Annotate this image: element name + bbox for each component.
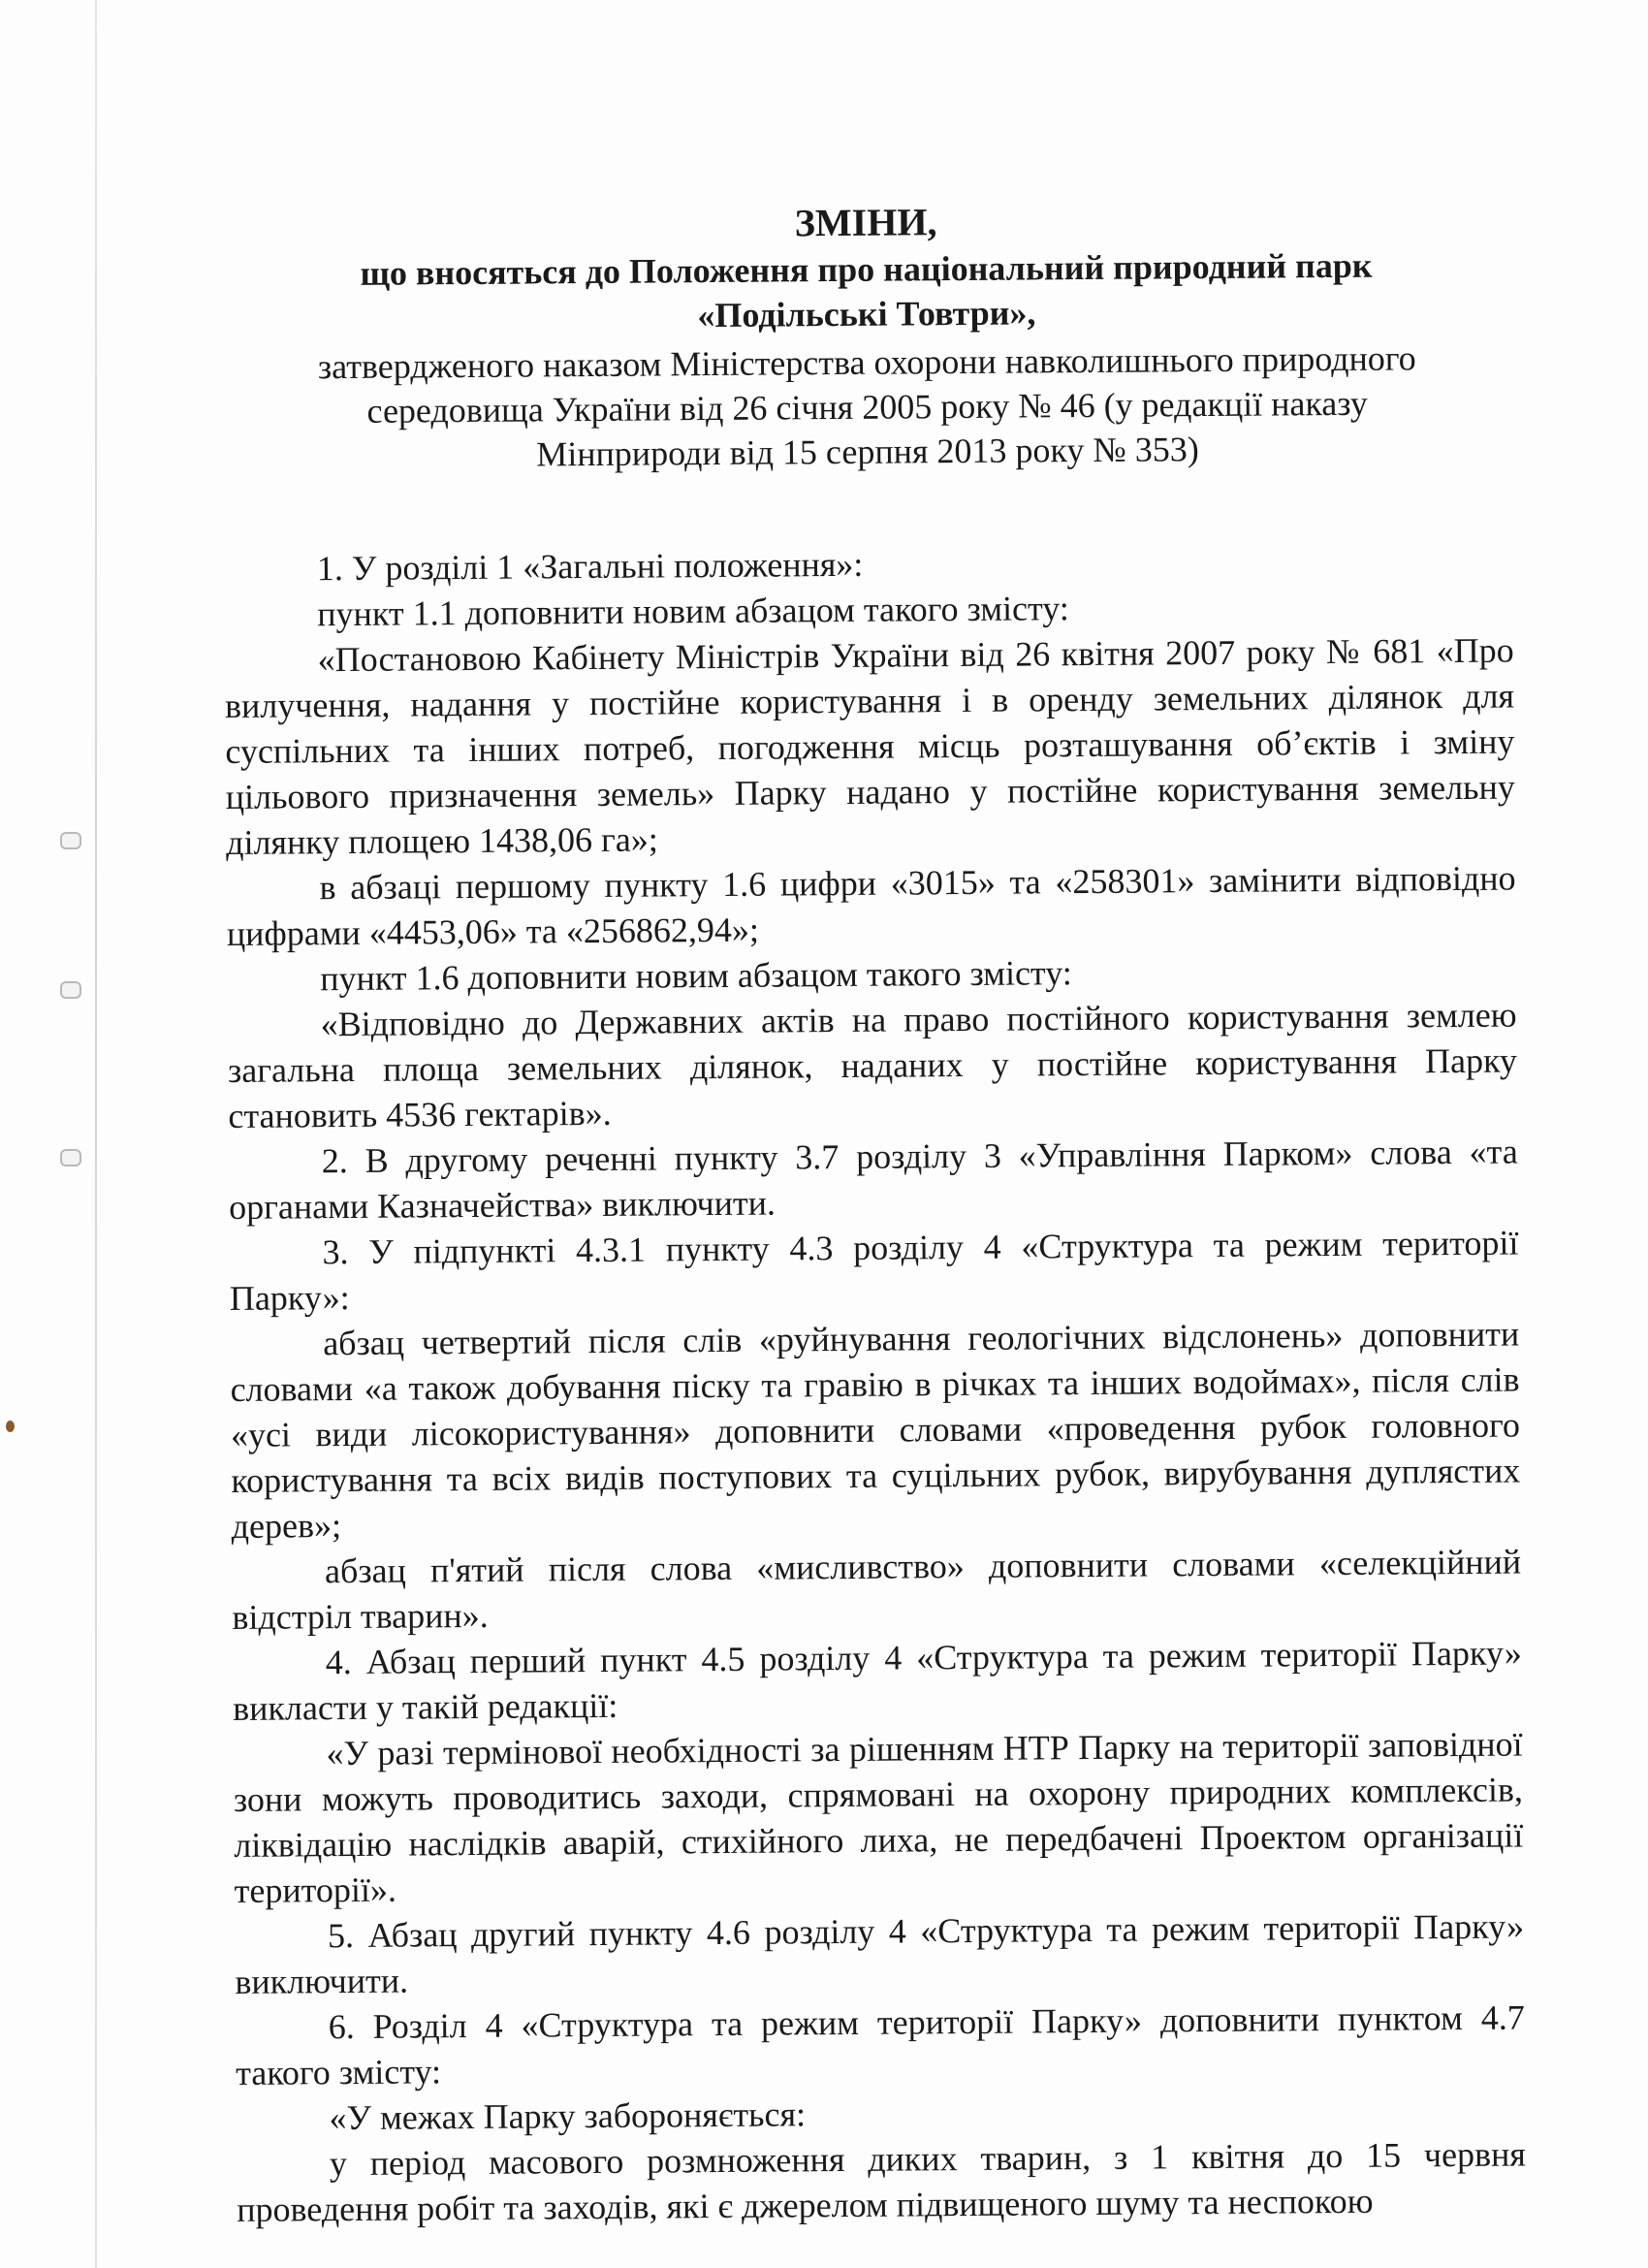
paragraph: 2. В другому реченні пункту 3.7 розділу 3 «Управління Парком» слова «та органами Казначейства» виключити. <box>228 1132 1518 1227</box>
paragraph: в абзаці першому пункту 1.6 цифри «3015» та «258301» замінити відповідно цифрами «4453,06» та «256862,94»; <box>226 858 1516 953</box>
paragraph: 1. У розділі 1 «Загальні положення»: <box>316 544 864 589</box>
scan-speck <box>6 1421 15 1432</box>
paragraph: 6. Розділ 4 «Структура та режим території Парку» доповнити пунктом 4.7 такого змісту: <box>235 1997 1525 2092</box>
staple-hole-3 <box>60 1149 81 1166</box>
paragraph: «У разі термінової необхідності за рішенням НТР Парку на території заповідної зони можуть проводитись заходи, спрямовані на охорону природних комплексів, ліквідацію наслідків аварій, стихійного лиха, не передбачені Проектом організації території». <box>233 1724 1524 1910</box>
document-subtitle-line-3: Мінприроди від 15 серпня 2013 року № 353) <box>536 430 1199 474</box>
paragraph: абзац четвертий після слів «руйнування геологічних відслонень» доповнити словами «а також добування піску та гравію в річках та інших водоймах», після слів «усі види лісокористування» доповнити словами «проведення рубок головного користування та всіх видів поступових та суцільних рубок, вирубування дуплястих дерев»; <box>230 1314 1521 1546</box>
paragraph: 3. У підпункті 4.3.1 пункту 4.3 розділу 4 «Структура та режим території Парку»: <box>229 1223 1519 1318</box>
paragraph: 5. Абзац другий пункту 4.6 розділу 4 «Структура та режим території Парку» виключити. <box>235 1906 1525 2001</box>
document-title: ЗМІНИ, <box>794 200 937 245</box>
paragraph: пункт 1.6 доповнити новим абзацом такого змісту: <box>320 953 1072 999</box>
paragraph: у період масового розмноження диких тварин, з 1 квітня до 15 червня проведення робіт та заходів, які є джерелом підвищеного шуму та неспокою <box>237 2134 1526 2229</box>
document-subtitle-line-1: затвердженого наказом Міністерства охорони навколишнього природного <box>317 338 1416 387</box>
staple-hole-2 <box>60 981 81 999</box>
document-title-line-3: «Подільські Товтри», <box>697 293 1036 335</box>
document-body <box>224 537 1527 2233</box>
staple-hole-1 <box>60 832 81 849</box>
paragraph: «Відповідно до Державних актів на право постійного користування землею загальна площа земельних ділянок, наданих у постійне користування Парку становить 4536 гектарів». <box>227 995 1518 1135</box>
document-content <box>221 194 1526 2233</box>
binding-edge <box>95 0 97 2268</box>
paragraph: абзац п'ятий після слова «мисливство» доповнити словами «селекційний відстріл тварин». <box>232 1542 1522 1637</box>
paragraph: 4. Абзац перший пункт 4.5 розділу 4 «Структура та режим території Парку» викласти у такій редакції: <box>233 1633 1522 1728</box>
paragraph: «У межах Парку забороняється: <box>329 2094 807 2138</box>
document-title-line-2: що вносяться до Положення про національний природний парк <box>360 245 1373 293</box>
paragraph: пункт 1.1 доповнити новим абзацом такого змісту: <box>317 589 1069 634</box>
document-subtitle-line-2: середовища України від 26 січня 2005 року № 46 (у редакції наказу <box>366 383 1368 431</box>
paragraph: «Постановою Кабінету Міністрів України від 26 квітня 2007 року № 681 «Про вилучення, надання у постійне користування і в оренду земельних ділянок для суспільних та інших потреб, погодження місць розташування об’єктів і зміну цільового призначення земель» Парку надано у постійне користування земельну ділянку площею 1438,06 га»; <box>224 630 1515 862</box>
